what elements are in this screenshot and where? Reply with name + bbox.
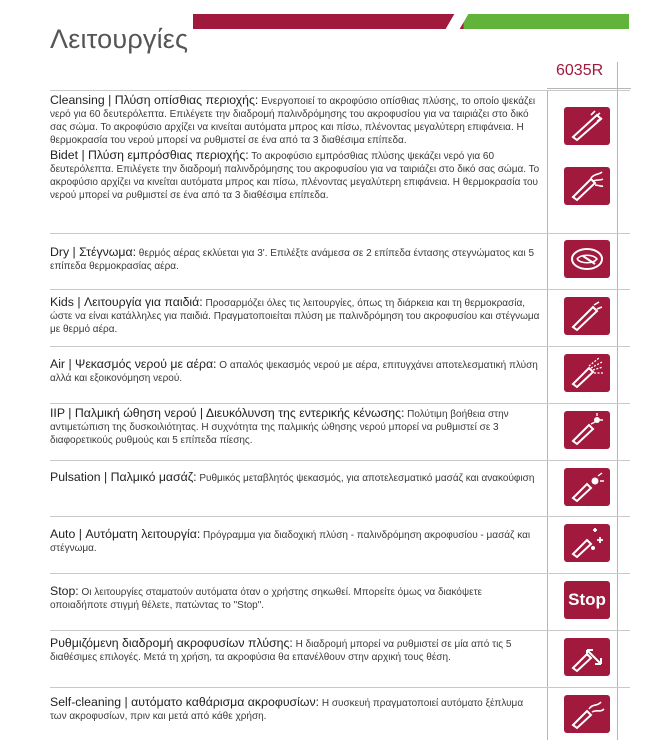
feature-row-iip — [50, 403, 630, 459]
feature-bidet — [50, 149, 540, 202]
feature-title: Air | Ψεκασμός νερού με αέρα: — [50, 357, 217, 371]
table-top-rule — [547, 88, 631, 89]
feature-description: Οι λειτουργίες σταματούν αυτόματα όταν ο χρήστης σηκωθεί. Μπορείτε όμως να διακόψετε οποιαδήποτε στιγμή θέλετε, πατώντας το "Stop". — [50, 587, 482, 611]
feature-title: Ρυθμιζόμενη διαδρομή ακροφυσίων πλύσης: — [50, 636, 293, 650]
stop-icon-label: Stop — [568, 590, 606, 609]
feature-title: Auto | Αυτόματη λειτουργία: — [50, 527, 201, 541]
feature-title: Stop: — [50, 584, 79, 598]
header-banner — [193, 14, 629, 29]
feature-description: Πολύτιμη βοήθεια στην αντιμετώπιση της δυσκοιλιότητας. Η συχνότητα της παλμικής ώθησης νερού μπορεί να ρυθμιστεί σε 3 διαφορετικούς ρυθμούς και 5 επίπεδα πίεσης. — [50, 409, 509, 446]
rear-wash-icon — [564, 107, 610, 145]
dry-icon — [564, 240, 610, 278]
feature-row-self-cleaning — [50, 687, 630, 740]
feature-description: Ο απαλός ψεκασμός νερού με αέρα, επιτυγχάνει αποτελεσματική πλύση αλλά και εξοικονόμηση νερού. — [50, 360, 538, 384]
feature-title: IIP | Παλμική ώθηση νερού | Διευκόλυνση της εντερικής κένωσης: — [50, 406, 405, 420]
auto-icon — [564, 524, 610, 562]
page-title: Λειτουργίες — [50, 24, 189, 55]
feature-title: Dry | Στέγνωμα: — [50, 245, 137, 259]
nozzle-adjust-icon — [564, 638, 610, 676]
feature-cleansing — [50, 94, 540, 147]
feature-row-dry — [50, 233, 630, 288]
front-wash-icon — [564, 167, 610, 205]
model-code: 6035R — [556, 62, 604, 79]
feature-description: Πρόγραμμα για διαδοχική πλύση - παλινδρόμηση ακροφυσίου - μασάζ και στέγνωμα. — [50, 530, 531, 554]
feature-title: Pulsation | Παλμικό μασάζ: — [50, 470, 197, 484]
feature-description: Ενεργοποιεί το ακροφύσιο οπίσθιας πλύσης, το οποίο ψεκάζει νερό για 60 δευτερόλεπτα. Επιλέγετε την διαδρομή παλινδρόμησης του ακροφυσίου για να ταιριάζει στο δικό σας σώμα. Το ακροφύσιο αρχίζει να κινείται αυτόματα μπρος και πίσω, πλένοντας μεγαλύτερη επιφάνεια. Η θερμοκρασία του νερού μπορεί να ρυθμιστεί σε ένα από τα 3 διαθέσιμα επίπεδα. — [50, 96, 536, 146]
feature-description: Το ακροφύσιο εμπρόσθιας πλύσης ψεκάζει νερό για 60 δευτερόλεπτα. Επιλέγετε την διαδρομή παλινδρόμησης του ακροφυσίου για να ταιριάζει στο δικό σας σώμα. Το ακροφύσιο αρχίζει να κινείται αυτόματα μπρος και πίσω, πλένοντας μεγαλύτερη επιφάνεια. Η θερμοκρασία του νερού μπορεί να ρυθμιστεί σε ένα από τα 3 διαθέσιμα επίπεδα. — [50, 151, 540, 201]
feature-title: Bidet | Πλύση εμπρόσθιας περιοχής: — [50, 148, 249, 162]
feature-title: Self-cleaning | αυτόματο καθάρισμα ακροφυσίων: — [50, 695, 320, 709]
feature-row-pulsation — [50, 460, 630, 515]
feature-description: θερμός αέρας εκλύεται για 3'. Επιλέξτε ανάμεσα σε 2 επίπεδα έντασης στεγνώματος και 5 επίπεδα θερμοκρασίας αέρα. — [50, 248, 535, 272]
feature-description: Η συσκευή πραγματοποιεί αυτόματο ξέπλυμα των ακροφυσίων, πριν και μετά από κάθε χρήση. — [50, 698, 524, 722]
massage-icon — [564, 468, 610, 506]
feature-row-stop — [50, 573, 630, 629]
pulse-push-icon — [564, 411, 610, 449]
air-spray-icon — [564, 354, 610, 392]
feature-row-kids — [50, 289, 630, 345]
feature-description: Η διαδρομή μπορεί να ρυθμιστεί σε μία από τις 5 διαθέσιμες επιλογές. Μετά τη χρήση, τα ακροφύσια θα επανέλθουν στην αρχική τους θέση. — [50, 639, 512, 663]
feature-description: Προσαρμόζει όλες τις λειτουργίες, όπως τη διάρκεια και τη θερμοκρασία, ώστε να είναι κατάλληλες για παιδιά. Πραγματοποιείται πλύση με παλινδρόμηση του ακροφυσίου και στέγνωμα με θερμό αέρα. — [50, 298, 540, 335]
feature-row-air — [50, 346, 630, 402]
feature-row-cleansing-bidet — [50, 90, 630, 224]
feature-row-auto — [50, 516, 630, 572]
feature-title: Kids | Λειτουργία για παιδιά: — [50, 295, 203, 309]
feature-title: Cleansing | Πλύση οπίσθιας περιοχής: — [50, 93, 259, 107]
stop-icon — [564, 581, 610, 619]
feature-row-nozzle-adjust — [50, 630, 630, 686]
kids-icon — [564, 297, 610, 335]
self-clean-icon — [564, 695, 610, 733]
feature-description: Ρυθμικός μεταβλητός ψεκασμός, για αποτελεσματικό μασάζ και ανακούφιση — [196, 473, 535, 484]
